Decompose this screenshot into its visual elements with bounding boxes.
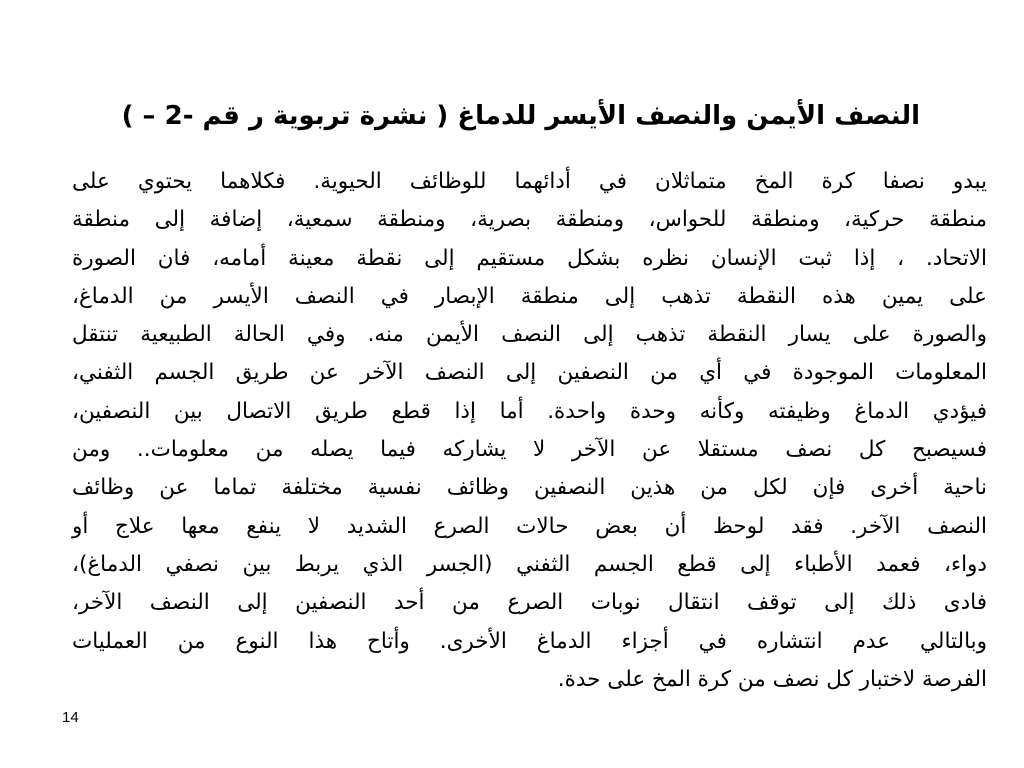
paragraph-line: منطقة حركية، ومنطقة للحواس، ومنطقة بصرية، ومنطقة سمعية، إضافة إلى منطقة [72,207,987,233]
paragraph-line: فسيصبح كل نصف مستقلا عن الآخر لا يشاركه فيما يصله من معلومات.. ومن [72,437,987,463]
paragraph-line: الفرصة لاختبار كل نصف من كرة المخ على حدة. [557,666,987,692]
paragraph-line: يبدو نصفا كرة المخ متماثلان في أدائهما للوظائف الحيوية. فكلاهما يحتوي على [72,169,987,194]
paragraph-line: والصورة على يسار النقطة تذهب إلى النصف الأيمن منه. وفي الحالة الطبيعية تنتقل [72,322,987,348]
paragraph-line: المعلومات الموجودة في أي من النصفين إلى النصف الآخر عن طريق الجسم الثفني، [72,360,987,386]
paragraph-line: دواء، فعمد الأطباء إلى قطع الجسم الثفني (الجسر الذي يربط بين نصفي الدماغ)، [72,551,987,577]
paragraph-line: ناحية أخرى فإن لكل من هذين النصفين وظائف نفسية مختلفة تماما عن وظائف [72,475,987,501]
paragraph-line: الاتحاد. ، إذا ثبت الإنسان نظره بشكل مستقيم إلى نقطة معينة أمامه، فان الصورة [72,245,987,271]
body-paragraph [72,163,987,699]
paragraph-line: وبالتالي عدم انتشاره في أجزاء الدماغ الأخرى. وأتاح هذا النوع من العمليات [72,628,987,654]
paragraph-line: فيؤدي الدماغ وظيفته وكأنه وحدة واحدة. أما إذا قطع طريق الاتصال بين النصفين، [72,398,987,424]
paragraph-line: النصف الآخر. فقد لوحظ أن بعض حالات الصرع الشديد لا ينفع معها علاج أو [72,513,987,539]
paragraph-line: فادى ذلك إلى توقف انتقال نوبات الصرع من أحد النصفين إلى النصف الآخر، [72,590,987,616]
slide-title: النصف الأيمن والنصف الأيسر للدماغ ( نشرة تربوية ر قم -2 – ) [121,101,920,131]
paragraph-line: على يمين هذه النقطة تذهب إلى منطقة الإبصار في النصف الأيسر من الدماغ، [72,283,987,309]
page-number: 14 [62,709,79,726]
